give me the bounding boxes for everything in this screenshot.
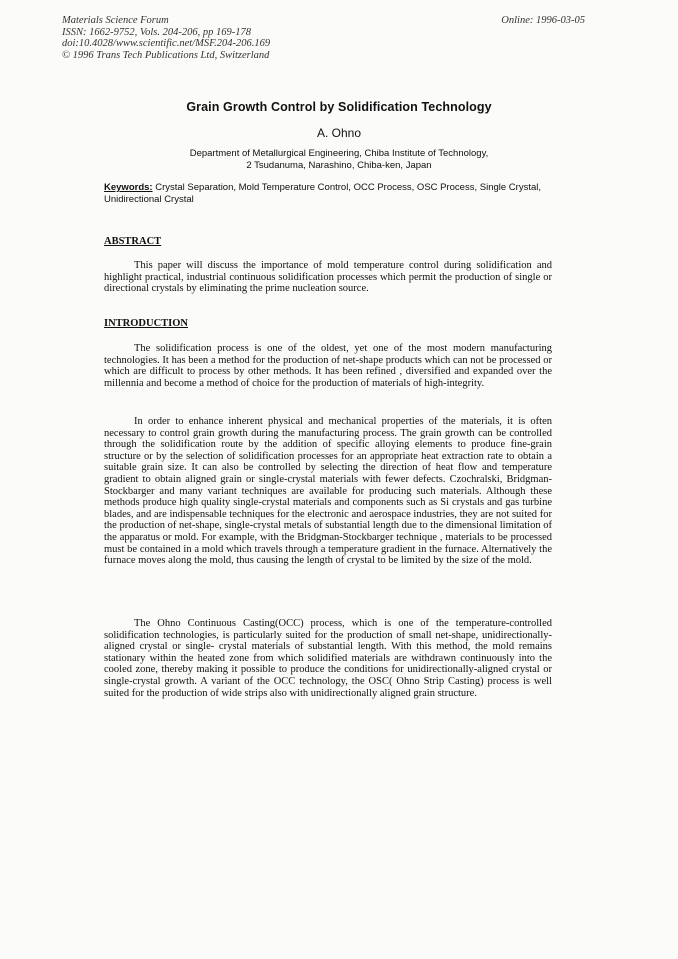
affiliation-line-2: 2 Tsudanuma, Narashino, Chiba-ken, Japan (246, 159, 432, 171)
copyright-line: © 1996 Trans Tech Publications Ltd, Switzerland (62, 49, 270, 61)
intro-paragraph-2: In order to enhance inherent physical and mechanical properties of the materials, it is often necessary to control grain growth during the manufacturing process. The grain growth can be controlled through the solidification route by the addition of specific alloying elements to produce fine-grain structure or by the selection of solidification processes for an appropriate heat extraction rate to obtain a suitable grain size. It can also be controlled by selecting the direction of heat flow and temperature gradient to obtain aligned grain or single-crystal materials with fewer defects. Czochralski, Bridgman-Stockbarger and many variant techniques are available for producing such materials. Although these methods produce high quality single-crystal materials and components such as Si crystals and gas turbine blades, and are indispensable techniques for the electronic and aerospace industries, they are not suited for the production of net-shape, single-crystal metals of substantial length due to the dimensional limitation of the apparatus or mold. For example, with the Bridgman-Stockbarger technique , materials to be processed must be contained in a mold which travels through a temperature gradient in the furnace. Alternatively the furnace moves along the mold, thus causing the length of crystal to be limited by the size of the mold. (104, 416, 552, 567)
keywords-label: Keywords: (104, 182, 153, 193)
paper-title: Grain Growth Control by Solidification Technology (186, 100, 492, 114)
affiliation-line-1: Department of Metallurgical Engineering, Chiba Institute of Technology, (189, 148, 489, 159)
abstract-text: This paper will discuss the importance of mold temperature control during solidification and highlight practical, industrial continuous solidification processes which permit the production of single or directional crystals by eliminating the prime nucleation source. (104, 260, 552, 295)
affiliation (0, 148, 678, 171)
abstract-heading: ABSTRACT (104, 236, 162, 247)
journal-name: Materials Science Forum (62, 15, 169, 26)
author-name: A. Ohno (316, 126, 362, 140)
introduction-heading: INTRODUCTION (104, 318, 189, 329)
keywords (104, 182, 554, 205)
online-date: Online: 1996-03-05 (501, 15, 585, 26)
intro-paragraph-1: The solidification process is one of the oldest, yet one of the most modern manufacturing technologies. It has been a method for the production of net-shape products which can not be processed or which are difficult to process by other methods. It has been refined , diversified and expanded over the millennia and become a method of choice for the production of materials of high-integrity. (104, 343, 552, 389)
intro-paragraph-3: The Ohno Continuous Casting(OCC) process, which is one of the temperature-controlled solidification technologies, is particularly suited for the production of small net-shape, unidirectionally-aligned crystal or single- crystal materials of substantial length. With this method, the mold remains stationary within the heated zone from which solidified materials are withdrawn continuously into the cooled zone, thereby making it possible to produce the conditions for unidirectionally-aligned crystal or single-crystal growth. A variant of the OCC technology, the OSC( Ohno Strip Casting) process is well suited for the production of wide strips also with unidirectionally aligned grain structure. (104, 618, 552, 699)
journal-meta (62, 15, 270, 61)
doi-line: doi:10.4028/www.scientific.net/MSF.204-206.169 (62, 38, 271, 49)
keywords-text: Crystal Separation, Mold Temperature Control, OCC Process, OSC Process, Single Crystal, Unidirectional Crystal (104, 182, 541, 205)
issn-line: ISSN: 1662-9752, Vols. 204-206, pp 169-178 (62, 26, 251, 38)
